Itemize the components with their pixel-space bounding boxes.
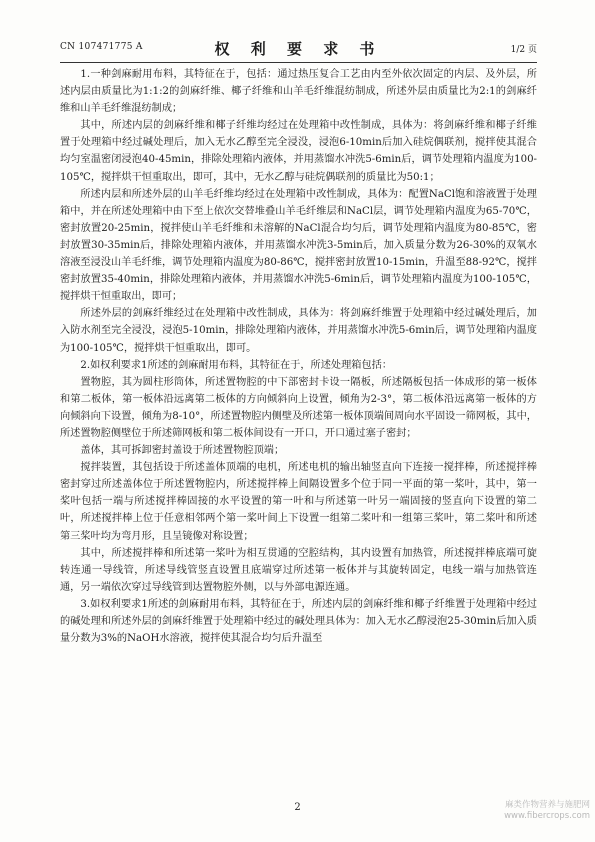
claim-paragraph: 其中，所述搅拌棒和所述第一桨叶为相互贯通的空腔结构，其内设置有加热管，所述搅拌棒底端可旋转连通一导线管，所述导线管竖直设置且底端穿过所述第一板体并与其旋转固定，电线一端与加热管连通，另一端依次穿过导线管到达置物腔外侧，以与外部电源连通。	[60, 547, 537, 593]
watermark-url: www.fibercrops.com	[504, 811, 590, 821]
claim-paragraph: 3.如权利要求1所述的剑麻耐用布料，其特征在于，所述内层的剑麻纤维和椰子纤维置于处理箱中经过的碱处理和所述外层的剑麻纤维置于处理箱中经过的碱处理具体为：加入无水乙醇浸泡25-30min后加入质量分数为3%的NaOH水溶液，搅拌使其混合均匀后升温至	[60, 598, 537, 645]
claim-paragraph: 1.一种剑麻耐用布料，其特征在于，包括：通过热压复合工艺由内至外依次固定的内层、及外层，所述内层由质量比为1:1:2的剑麻纤维、椰子纤维和山羊毛纤维混纺制成，所述外层由质量比为2:1的剑麻纤维和山羊毛纤维混纺制成；	[60, 69, 537, 115]
claim-paragraph: 盖体，其可拆卸密封盖设于所述置物腔顶端；	[80, 445, 285, 457]
claim-paragraph: 置物腔，其为圆柱形筒体，所述置物腔的中下部密封卡设一隔板，所述隔板包括一体成形的第一板体和第二板体，第一板体沿远离第二板体的方向倾斜向上设置，倾角为2-3°，第二板体沿远离第一板体的方向倾斜向下设置，倾角为8-10°，所述置物腔内侧壁及所述第一板体顶端间周向水平固设一筛网板，其中，所述置物腔侧壁位于所述筛网板和第二板体间设有一开口，开口通过塞子密封；	[60, 376, 537, 439]
watermark	[465, 800, 590, 822]
header-rule	[60, 62, 537, 63]
claim-paragraph: 所述外层的剑麻纤维经过在处理箱中改性制成，具体为：将剑麻纤维置于处理箱中经过碱处理后，加入防水剂至完全浸没，浸泡5-10min，排除处理箱内液体，并用蒸馏水冲洗5-6min后，调节处理箱内温度为100-105℃，搅拌烘干恒重取出，即可。	[60, 308, 537, 354]
claim-paragraph: 搅拌装置，其包括设于所述盖体顶端的电机，所述电机的输出轴竖直向下连接一搅拌棒，所述搅拌棒密封穿过所述盖体位于所述置物腔内，所述搅拌棒上间隔设置多个位于同一平面的第一桨叶，其中，第一桨叶包括一端与所述搅拌棒固接的水平设置的第一叶和与所述第一叶另一端固接的竖直向下设置的第二叶，所述搅拌棒上位于任意相邻两个第一桨叶间上下设置一组第二桨叶和一组第三桨叶，第二桨叶和所述第三桨叶均为弯月形，且呈镜像对称设置；	[60, 462, 537, 542]
page-header	[60, 38, 537, 60]
claim-paragraph: 2.如权利要求1所述的剑麻耐用布料，其特征在于，所述处理箱包括：	[80, 359, 393, 371]
page-number: 2	[294, 802, 301, 813]
document-title: 权 利 要 求 书	[214, 40, 383, 58]
watermark-site-name: 麻类作物营养与施肥网	[504, 800, 590, 810]
publication-number: CN 107471775 A	[60, 42, 143, 52]
claim-paragraph: 其中，所述内层的剑麻纤维和椰子纤维均经过在处理箱中改性制成，具体为：将剑麻纤维和椰子纤维置于处理箱中经过碱处理后，加入无水乙醇至完全浸没，浸泡6-10min后加入硅烷偶联剂，搅拌使其混合均匀室温密闭浸泡40-45min，排除处理箱内液体，并用蒸馏水冲洗5-6min后，调节处理箱内温度为100-105℃，搅拌烘干恒重取出，即可，其中，无水乙醇与硅烷偶联剂的质量比为50:1；	[60, 120, 537, 183]
claims-body	[60, 66, 537, 647]
claim-paragraph: 所述内层和所述外层的山羊毛纤维均经过在处理箱中改性制成，具体为：配置NaCl饱和溶液置于处理箱中，并在所述处理箱中由下至上依次交替堆叠山羊毛纤维层和NaCl层，调节处理箱内温度为65-70℃，密封放置20-25min，搅拌使山羊毛纤维和未溶解的NaCl混合均匀后，调节处理箱内温度为80-85℃，密封放置30-35min后，排除处理箱内液体，并用蒸馏水冲洗3-5min后，加入质量分数为26-30%的双氧水溶液至浸没山羊毛纤维，调节处理箱内温度为80-86℃，搅拌密封放置10-15min，升温至88-92℃，搅拌密封放置35-40min，排除处理箱内液体，并用蒸馏水冲洗5-6min后，调节处理箱内温度为100-105℃，搅拌烘干恒重取出，即可；	[60, 188, 537, 303]
page-info: 1/2 页	[510, 45, 537, 55]
